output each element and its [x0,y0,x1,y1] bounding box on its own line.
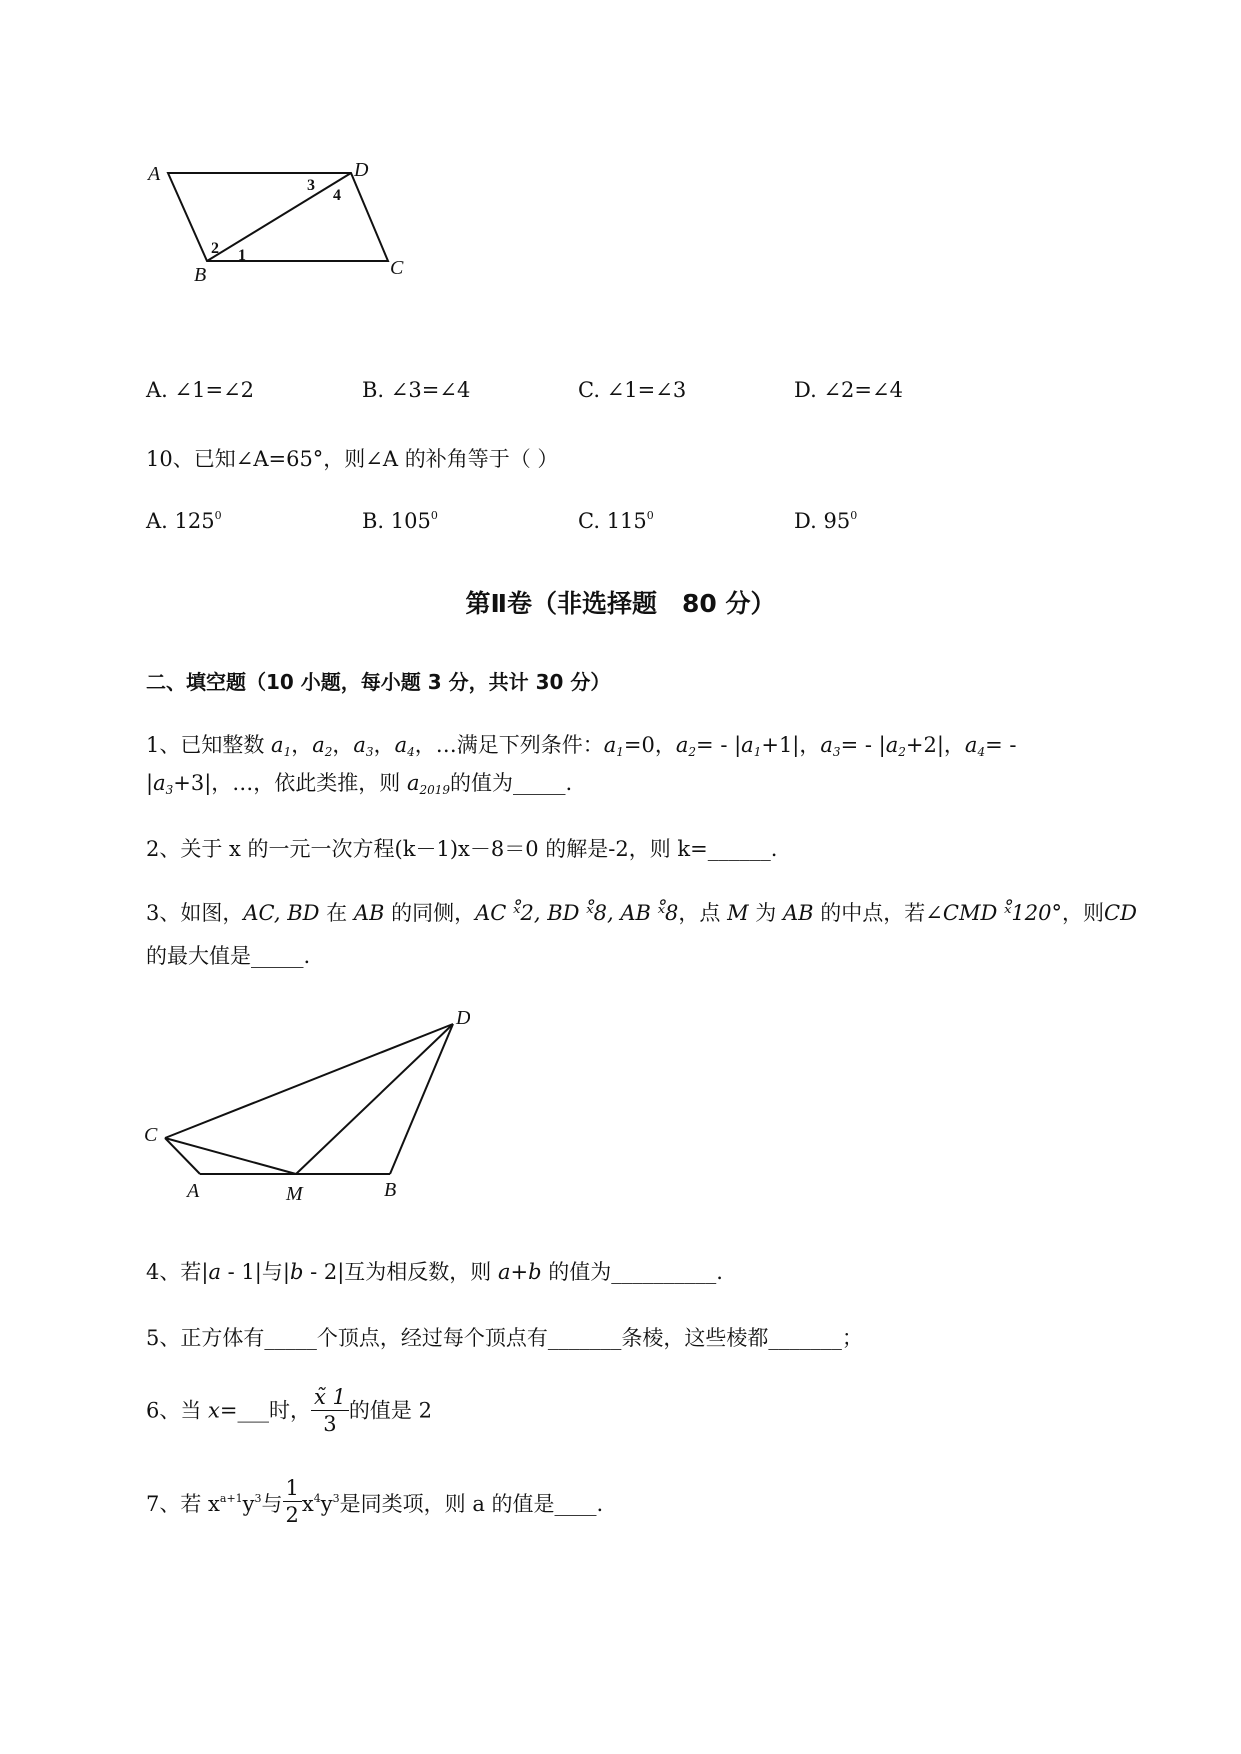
q9-option-a: A. ∠1=∠2 [146,378,255,402]
part2-title: 第Ⅱ卷（非选择题 80 分） [465,589,776,618]
section2-title: 二、填空题（10 小题，每小题 3 分，共计 30 分） [146,670,611,694]
label-B: B [194,264,207,286]
fill-q1-line1: 1、已知整数 $a_1$，$a_2$，$a_3$，$a_4$，…满足下列条件：$a_1=0$，$a_2= - |a_1+1|$，$a_3= - |a_2+2|$，$a_4=$ - [146,733,1017,759]
fill-q1-line2: $|a_3+3|$，…，依此类推，则 $a_{2019}$的值为_____. [146,771,573,797]
angle-label-3: 3 [307,177,315,194]
segment-cm [165,1138,296,1174]
fill-q3-line1: 3、如图，AC, BD 在 AB 的同侧，AC ˣ̊2, BD ˣ̊8, AB ˣ̊8，点 M 为 AB 的中点，若∠CMD ˣ̊120°，则CD [146,901,1137,925]
q9-option-c: C. ∠1=∠3 [578,378,687,402]
angle-label-1: 1 [238,247,246,264]
fill-q7: 7、若 $x^{a+1}y^3$与 $\frac{1}{2}$ $x^4y^3$是同类项，则 a 的值是____. [146,1476,604,1527]
label-A: A [187,1180,200,1202]
fill-q4: 4、若|a - 1|与|b - 2|互为相反数，则 a+b 的值为__________. [146,1260,723,1284]
q10-option-b: B. $105^0$ [362,509,438,533]
fill-q3-line2: 的最大值是_____. [146,944,311,968]
angle-label-2: 2 [211,240,219,257]
label-C: C [390,257,404,279]
q10-option-c: C. $115^0$ [578,509,654,533]
fill-q5: 5、正方体有_____个顶点，经过每个顶点有_______条棱，这些棱都_______； [146,1326,863,1350]
parallelogram-figure [140,150,440,290]
label-B: B [384,1179,397,1201]
segment-cd [165,1024,453,1138]
q9-option-d: D. ∠2=∠4 [794,378,903,402]
q6-fraction: $\frac{x̃ 1}{3}$ [311,1384,349,1437]
segment-bd [390,1024,453,1174]
diagonal-bd [207,173,351,261]
segment-md [296,1024,453,1174]
q9-option-b: B. ∠3=∠4 [362,378,471,402]
label-D: D [354,159,369,181]
triangle-figure [130,1000,470,1220]
q7-fraction: $\frac{1}{2}$ [283,1475,302,1528]
label-M: M [286,1183,303,1205]
fill-q2: 2、关于 x 的一元一次方程(k－1)x－8＝0 的解是-2，则 k=______. [146,837,778,861]
label-D: D [456,1007,470,1029]
fill-q6: 6、当 x=___时， $\frac{x̃ 1}{3}$ 的值是 2 [146,1385,432,1436]
angle-label-4: 4 [333,187,341,204]
label-A: A [148,163,161,185]
q10-option-d: D. $95^0$ [794,509,858,533]
q10-stem: 10、已知∠A=65°，则∠A 的补角等于（ ） [146,447,559,471]
label-C: C [144,1124,158,1146]
q10-option-a: A. $125^0$ [146,509,222,533]
